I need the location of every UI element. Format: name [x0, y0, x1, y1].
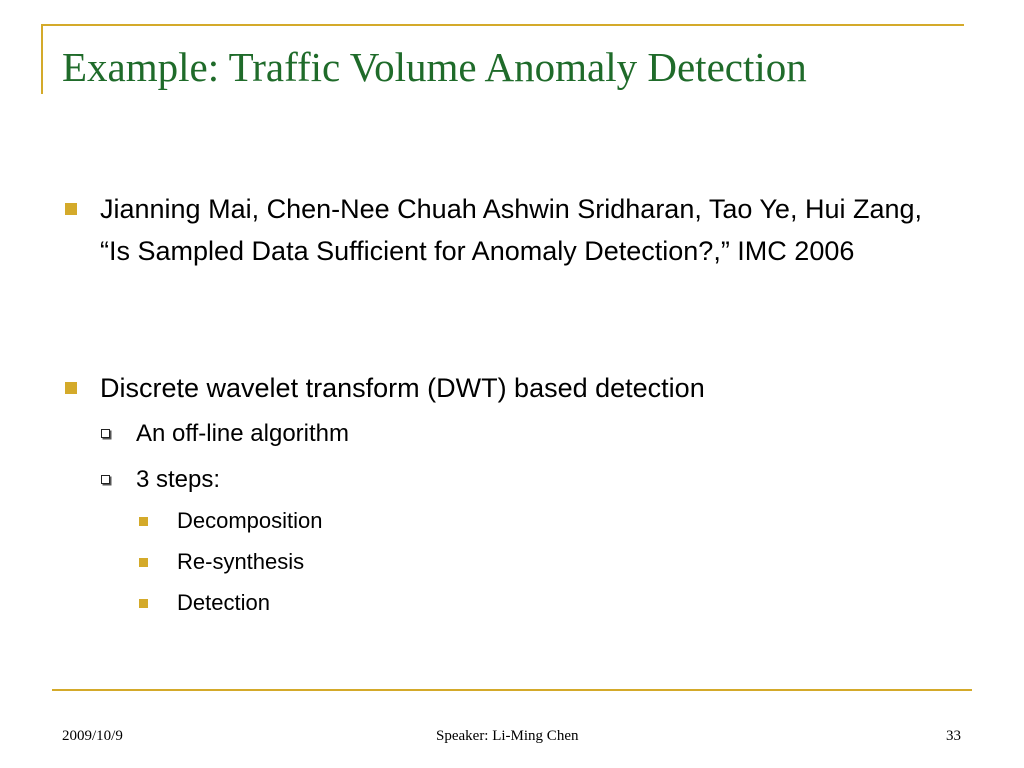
- square-bullet-icon: [65, 382, 77, 394]
- square-bullet-icon: [65, 203, 77, 215]
- footer-rule: [52, 689, 972, 691]
- slide-title: Example: Traffic Volume Anomaly Detection: [62, 44, 807, 90]
- square-bullet-icon: [139, 599, 148, 608]
- step-resynthesis: Re-synthesis: [177, 549, 305, 574]
- step-decomposition: Decomposition: [177, 508, 323, 533]
- hollow-square-bullet-icon: [101, 429, 110, 438]
- top-rule: [41, 24, 964, 26]
- footer-page-number: 33: [946, 728, 961, 744]
- step-detection: Detection: [177, 590, 270, 615]
- sub-bullet-steps: 3 steps:: [136, 466, 221, 493]
- bullet-citation: Jianning Mai, Chen-Nee Chuah Ashwin Sridharan, Tao Ye, Hui Zang, “Is Sampled Data Sufficient for Anomaly Detection?,” IMC 2006: [100, 194, 923, 266]
- square-bullet-icon: [139, 558, 148, 567]
- left-rule: [41, 24, 43, 94]
- footer-date: 2009/10/9: [62, 728, 123, 744]
- sub-bullet-offline: An off-line algorithm: [136, 420, 349, 447]
- footer-speaker: Speaker: Li-Ming Chen: [436, 728, 579, 744]
- square-bullet-icon: [139, 517, 148, 526]
- hollow-square-bullet-icon: [101, 475, 110, 484]
- bullet-dwt-detection: Discrete wavelet transform (DWT) based detection: [100, 373, 705, 403]
